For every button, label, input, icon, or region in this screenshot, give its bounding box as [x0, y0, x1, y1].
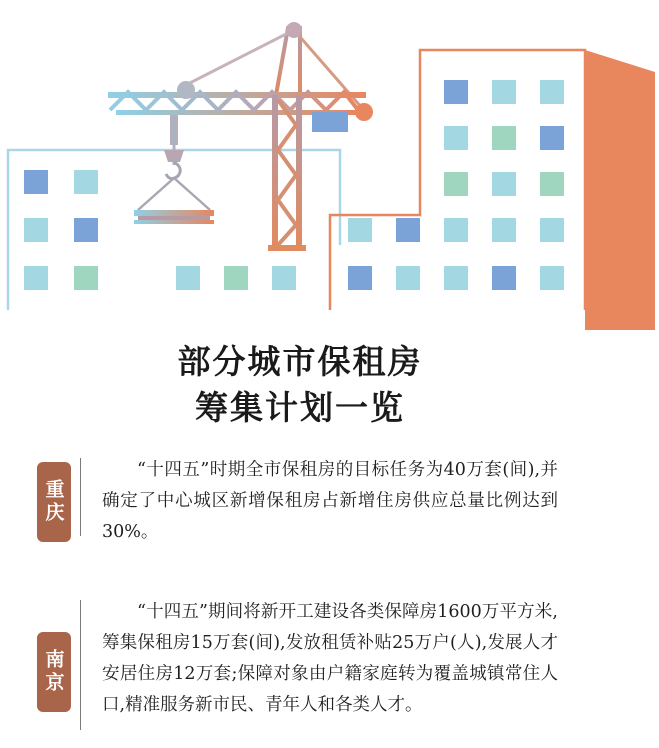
section-divider [80, 458, 81, 536]
page-title-line-2: 筹集计划一览 [195, 388, 405, 427]
right-building-side [585, 50, 655, 330]
windows-right-tower [444, 80, 564, 290]
section-text-chongqing: “十四五”时期全市保租房的目标任务为40万套(间),并确定了中心城区新增保租房占新增住房供应总量比例达到30%。 [102, 460, 558, 542]
city-badge-nanjing: 南京 [37, 632, 71, 712]
windows-right-lower [348, 218, 420, 290]
construction-illustration [0, 0, 659, 330]
windows-left [24, 170, 296, 290]
page-title-line-1: 部分城市保租房 [177, 342, 423, 381]
city-badge-chongqing: 重庆 [37, 462, 71, 542]
tower-crane [108, 22, 373, 251]
section-divider [80, 600, 81, 730]
section-text-nanjing: “十四五”期间将新开工建设各类保障房1600万平方米,筹集保租房15万套(间),发放租赁补贴25万户(人),发展人才安居住房12万套;保障对象由户籍家庭转为覆盖城镇常住人口,精准服务新市民、青年人和各类人才。 [102, 602, 558, 715]
